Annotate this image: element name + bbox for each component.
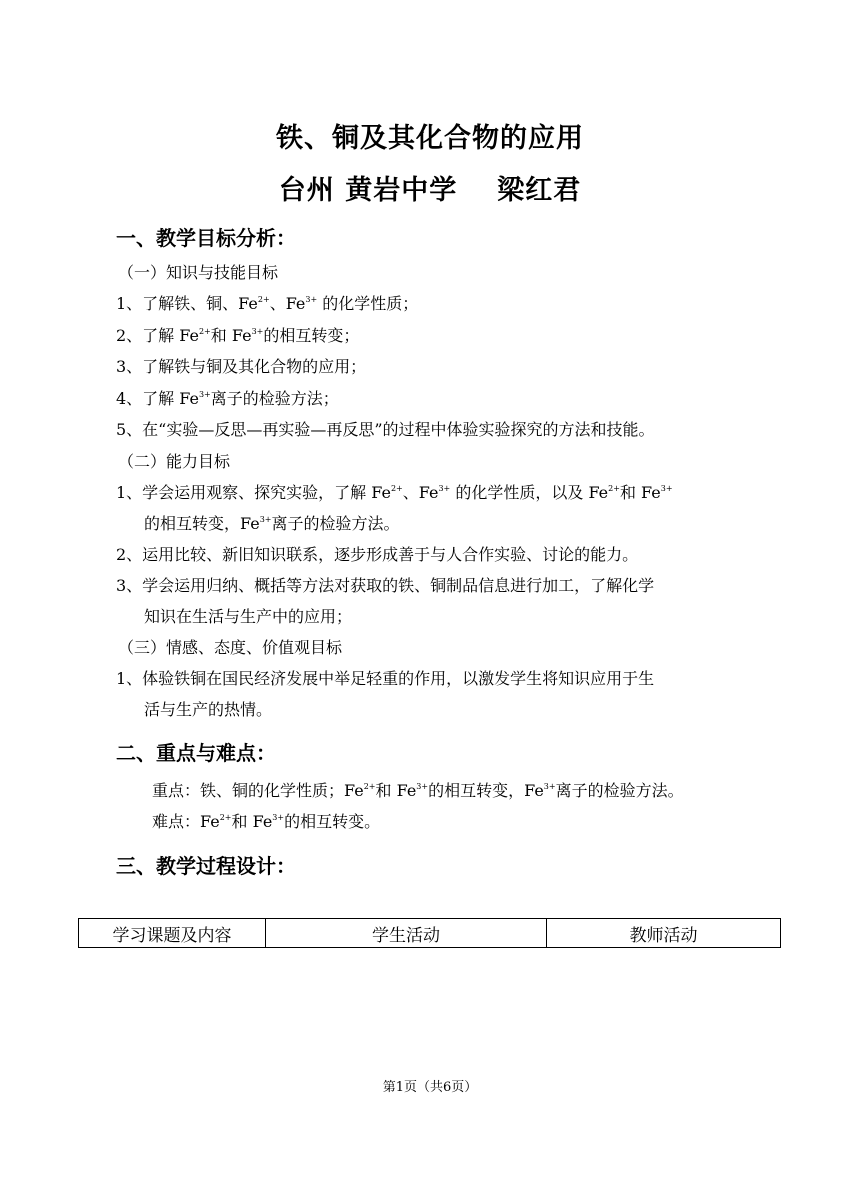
attitude-item-1-cont: 活与生产的热情。 <box>144 700 273 719</box>
section-heading-process: 三、教学过程设计： <box>116 854 296 878</box>
knowledge-item-5: 5、在“实验—反思—再实验—再反思”的过程中体验实验探究的方法和技能。 <box>116 420 655 439</box>
process-table-header <box>78 918 781 948</box>
author-line <box>0 168 860 207</box>
ability-item-1: 1、学会运用观察、探究实验，了解 $Fe^{2+}$、$Fe^{3+}$ 的化学性质，以及 $Fe^{2+}$和 $Fe^{3+}$ <box>116 483 673 502</box>
subheading-knowledge: （一）知识与技能目标 <box>118 263 279 282</box>
document-title: 铁、铜及其化合物的应用 <box>276 123 584 154</box>
knowledge-item-4: 4、了解 $Fe^{3+}$离子的检验方法； <box>116 389 339 408</box>
section-heading-key-points: 二、重点与难点： <box>116 741 276 765</box>
ability-item-1-cont: 的相互转变，$Fe^{3+}$离子的检验方法。 <box>144 514 400 533</box>
table-header-student: 学生活动 <box>266 919 547 947</box>
key-point: 重点：铁、铜的化学性质；$Fe^{2+}$和 $Fe^{3+}$的相互转变，$Fe^{3+}$离子的检验方法。 <box>152 781 684 800</box>
ability-item-3-cont: 知识在生活与生产中的应用； <box>144 607 353 626</box>
section-heading-objectives: 一、教学目标分析： <box>116 226 296 250</box>
table-header-teacher: 教师活动 <box>629 925 698 946</box>
table-header-topic: 学习课题及内容 <box>79 919 266 947</box>
ability-item-3: 3、学会运用归纳、概括等方法对获取的铁、铜制品信息进行加工，了解化学 <box>116 576 655 595</box>
author-school: 台州 黄岩中学 <box>278 175 458 206</box>
knowledge-item-3: 3、了解铁与铜及其化合物的应用； <box>116 357 367 376</box>
knowledge-item-1: 1、了解铁、铜、$Fe^{2+}$、$Fe^{3+}$ 的化学性质； <box>116 294 419 313</box>
knowledge-item-2: 2、了解 $Fe^{2+}$和 $Fe^{3+}$的相互转变； <box>116 326 360 345</box>
ability-item-2: 2、运用比较、新旧知识联系，逐步形成善于与人合作实验、讨论的能力。 <box>116 545 639 564</box>
page-footer: 第1页（共6页） <box>382 1080 478 1095</box>
attitude-item-1: 1、体验铁铜在国民经济发展中举足轻重的作用，以激发学生将知识应用于生 <box>116 669 655 688</box>
difficult-point: 难点：$Fe^{2+}$和 $Fe^{3+}$的相互转变。 <box>152 812 381 831</box>
subheading-ability: （二）能力目标 <box>118 452 231 471</box>
subheading-attitude: （三）情感、态度、价值观目标 <box>118 638 343 657</box>
author-name: 梁红君 <box>497 175 582 206</box>
